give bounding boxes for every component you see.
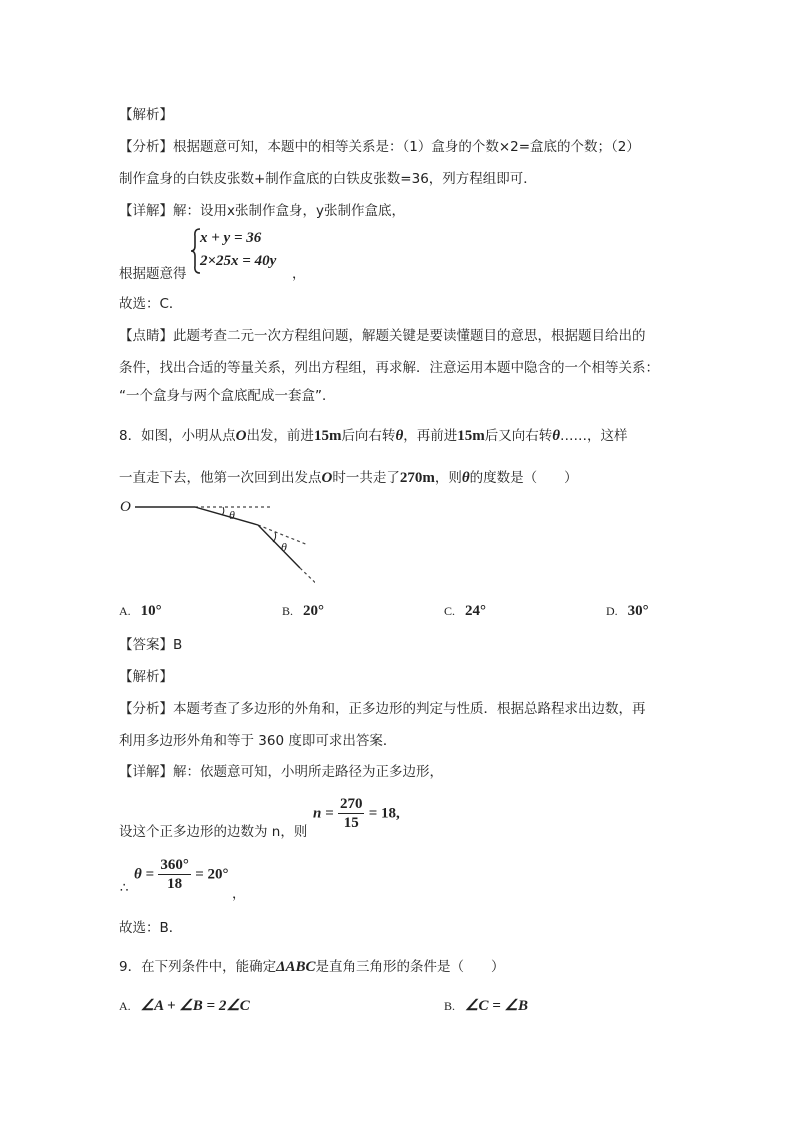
figure-label-theta-2: θ: [281, 540, 287, 554]
q8-path-figure: [115, 495, 315, 595]
q8-stem-line2: 一直走下去，他第一次回到出发点O时一共走了270m，则θ的度数是（ ）: [119, 470, 578, 486]
section-heading-jiexi: 【解析】: [119, 107, 173, 123]
q7-detail: 【详解】解：设用x张制作盒身，y张制作盒底，: [119, 203, 405, 219]
figure-label-theta-1: θ: [229, 508, 235, 522]
q8-jiexi: 【解析】: [119, 669, 173, 685]
q7-equation-2: 2×25x = 40y: [200, 253, 277, 269]
q9-stem: 9．在下列条件中，能确定ΔABC是直角三角形的条件是（ ）: [119, 959, 505, 975]
q7-analysis-line2: 制作盒身的白铁皮张数+制作盒底的白铁皮张数=36，列方程组即可．: [119, 171, 537, 187]
q7-equation-1: x + y = 36: [200, 230, 262, 246]
q7-eq-comma: ，: [292, 266, 306, 282]
q8-answer: 【答案】B: [119, 637, 183, 653]
q7-analysis-line1: 【分析】根据题意可知，本题中的相等关系是：（1）盒身的个数×2=盒底的个数；（2）: [119, 139, 640, 155]
q8-option-a[interactable]: A. 10°: [119, 603, 162, 619]
q8-theta-formula: θ = $\frac{360^\circ}{18}$ = 20°: [134, 857, 229, 892]
q7-choose: 故选：C．: [119, 296, 183, 312]
n-fraction: $\frac{270}{15}$: [339, 796, 363, 831]
q8-choose: 故选：B．: [119, 920, 183, 936]
q8-let-n: 设这个正多边形的边数为 n，则: [119, 824, 308, 840]
q8-stem-line1: 8．如图，小明从点O出发，前进15m后向右转θ，再前进15m后又向右转θ……，这样: [119, 428, 628, 444]
q9-option-a[interactable]: A. ∠A + ∠B = 2∠C: [119, 998, 250, 1014]
q8-detail: 【详解】解：依题意可知，小明所走路径为正多边形，: [119, 764, 443, 780]
q8-analysis-line1: 【分析】本题考查了多边形的外角和，正多边形的判定与性质．根据总路程求出边数，再: [119, 701, 646, 717]
q7-by-problem: 根据题意得: [119, 266, 187, 282]
figure-label-o: O: [120, 499, 131, 515]
q9-option-b[interactable]: B. ∠C = ∠B: [444, 998, 528, 1014]
q8-analysis-line2: 利用多边形外角和等于 360 度即可求出答案．: [119, 733, 397, 749]
q8-option-c[interactable]: C. 24°: [444, 603, 487, 619]
therefore-symbol: ∴: [120, 880, 129, 896]
q8-n-formula: n = $\frac{270}{15}$ = 18,: [313, 796, 400, 831]
q8-theta-comma: ，: [232, 886, 246, 902]
q8-option-b[interactable]: B. 20°: [282, 603, 325, 619]
q7-comment-line2: 条件，找出合适的等量关系，列出方程组，再求解．注意运用本题中隐含的一个相等关系：: [119, 360, 659, 376]
q7-comment-line1: 【点睛】此题考查二元一次方程组问题，解题关键是要读懂题目的意思，根据题目给出的: [119, 328, 646, 344]
q8-option-d[interactable]: D. 30°: [606, 603, 649, 619]
theta-fraction: $\frac{360^\circ}{18}$: [160, 857, 189, 892]
q7-comment-line3: “一个盒身与两个盒底配成一套盒”．: [119, 388, 336, 404]
